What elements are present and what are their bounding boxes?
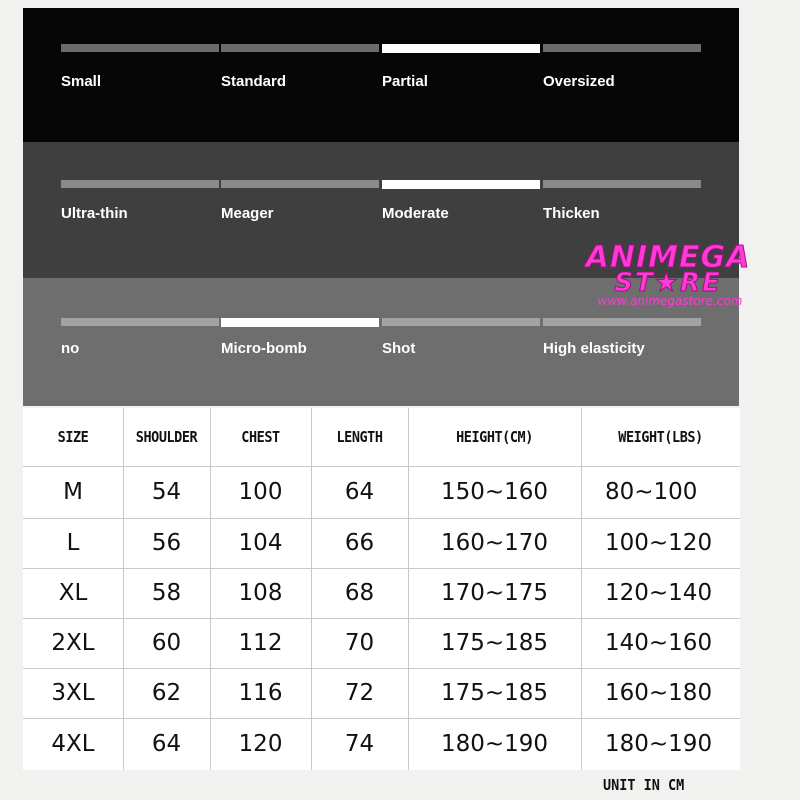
column-header-height: HEIGHT(CM) <box>456 428 533 446</box>
elasticity-option-label: Micro-bomb <box>221 340 307 357</box>
elasticity-scale-segment-selected <box>221 318 379 327</box>
fit-option-label: Oversized <box>543 73 615 90</box>
elasticity-scale-segment <box>61 318 219 326</box>
table-cell-chest: 108 <box>238 580 283 606</box>
table-cell-height: 175~185 <box>440 630 549 656</box>
elasticity-scale-segment <box>382 318 540 326</box>
table-cell-length: 66 <box>344 530 375 556</box>
fit-option-label: Partial <box>382 73 428 90</box>
thickness-scale-segment <box>61 180 219 188</box>
table-cell-size: 3XL <box>51 680 95 706</box>
thickness-option-label: Ultra-thin <box>61 205 128 222</box>
table-cell-height: 170~175 <box>440 580 549 606</box>
table-cell-weight: 160~180 <box>605 680 713 706</box>
table-cell-chest: 100 <box>238 479 283 505</box>
table-cell-chest: 116 <box>238 680 283 706</box>
elasticity-option-label: High elasticity <box>543 340 645 357</box>
column-header-shoulder: SHOULDER <box>135 428 198 446</box>
table-cell-weight: 80~100 <box>605 479 698 505</box>
thickness-option-label: Moderate <box>382 205 449 222</box>
watermark-brand-line1: ANIMEGA <box>585 240 751 275</box>
elasticity-scale-segment <box>543 318 701 326</box>
thickness-scale-segment <box>543 180 701 188</box>
thickness-scale-segment <box>221 180 379 188</box>
table-cell-height: 180~190 <box>440 731 549 757</box>
table-cell-shoulder: 62 <box>151 680 182 706</box>
unit-note: UNIT IN CM <box>603 776 685 794</box>
table-cell-size: M <box>63 479 83 505</box>
animega-store-watermark-logo <box>580 240 760 306</box>
fit-scale-segment <box>543 44 701 52</box>
table-cell-shoulder: 64 <box>151 731 182 757</box>
table-cell-length: 74 <box>344 731 375 757</box>
thickness-option-label: Thicken <box>543 205 600 222</box>
fit-option-label: Standard <box>221 73 287 90</box>
fit-scale-segment <box>61 44 219 52</box>
column-header-weight: WEIGHT(LBS) <box>618 428 703 446</box>
column-header-chest: CHEST <box>241 428 280 446</box>
table-cell-length: 70 <box>344 630 375 656</box>
watermark-url: www.animegastore.com <box>597 294 743 308</box>
elasticity-option-label: Shot <box>382 340 416 357</box>
table-cell-chest: 104 <box>238 530 283 556</box>
table-cell-shoulder: 60 <box>151 630 182 656</box>
table-cell-length: 64 <box>344 479 375 505</box>
table-cell-size: XL <box>58 580 88 606</box>
table-cell-length: 72 <box>344 680 375 706</box>
table-cell-length: 68 <box>344 580 375 606</box>
table-cell-shoulder: 58 <box>151 580 182 606</box>
table-cell-shoulder: 54 <box>151 479 182 505</box>
watermark-brand-line2: ST★RE <box>614 268 722 298</box>
thickness-scale-segment-selected <box>382 180 540 189</box>
table-cell-size: L <box>66 530 80 556</box>
size-chart-table <box>23 408 740 770</box>
table-cell-size: 2XL <box>51 630 95 656</box>
fit-band <box>23 8 739 142</box>
elasticity-option-label: no <box>61 340 80 357</box>
table-cell-weight: 100~120 <box>605 530 713 556</box>
table-cell-shoulder: 56 <box>151 530 182 556</box>
fit-option-label: Small <box>61 73 102 90</box>
fit-scale-segment <box>221 44 379 52</box>
column-header-length: LENGTH <box>336 428 383 446</box>
table-cell-height: 175~185 <box>440 680 549 706</box>
table-cell-height: 150~160 <box>440 479 549 505</box>
fit-indicator-panel <box>23 8 739 406</box>
table-cell-chest: 112 <box>238 630 283 656</box>
table-cell-weight: 140~160 <box>605 630 713 656</box>
table-cell-chest: 120 <box>238 731 283 757</box>
table-cell-weight: 120~140 <box>605 580 713 606</box>
thickness-option-label: Meager <box>221 205 274 222</box>
table-cell-height: 160~170 <box>440 530 549 556</box>
table-cell-size: 4XL <box>51 731 95 757</box>
fit-scale-segment-selected <box>382 44 540 53</box>
table-cell-weight: 180~190 <box>605 731 713 757</box>
column-header-size: SIZE <box>57 428 89 446</box>
